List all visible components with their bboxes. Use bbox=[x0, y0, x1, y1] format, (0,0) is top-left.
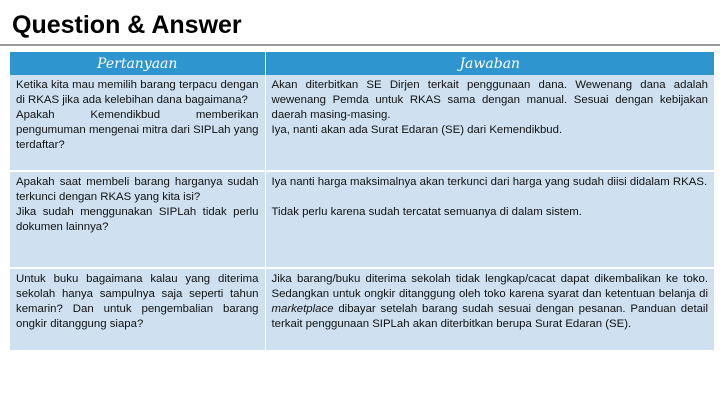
question-text: Apakah saat membeli barang harganya sudah terkunci dengan RKAS yang kita isi? bbox=[16, 176, 259, 203]
header-pertanyaan: Pertanyaan bbox=[10, 52, 265, 75]
qa-table bbox=[10, 52, 714, 352]
answer-cell bbox=[265, 268, 714, 351]
answer-cell bbox=[265, 75, 714, 171]
answer-text: Iya, nanti akan ada Surat Edaran (SE) dari Kemendikbud. bbox=[271, 124, 563, 136]
header-jawaban: Jawaban bbox=[265, 52, 714, 75]
answer-cell bbox=[265, 171, 714, 268]
question-cell bbox=[10, 75, 265, 171]
table-row bbox=[10, 268, 714, 351]
title-divider bbox=[0, 44, 720, 46]
question-text: Ketika kita mau memilih barang terpacu dengan di RKAS jika ada kelebihan dana bagaimana? bbox=[16, 79, 259, 106]
question-text: Jika sudah menggunakan SIPLah tidak perlu dokumen lainnya? bbox=[16, 206, 259, 233]
answer-text: Jika barang/buku diterima sekolah tidak lengkap/cacat dapat dikembalikan ke toko. Sedangkan untuk ongkir ditanggung oleh toko karena syarat dan ketentuan belanja di bbox=[271, 273, 708, 300]
answer-text: Akan diterbitkan SE Dirjen terkait penggunaan dana. Wewenang dana adalah wewenang Pemda untuk RKAS sama dengan manual. Sesuai dengan kebijakan daerah masing-masing. bbox=[271, 79, 708, 121]
answer-emphasis: marketplace bbox=[271, 303, 334, 315]
table-row bbox=[10, 171, 714, 268]
question-text: Untuk buku bagaimana kalau yang diterima sekolah hanya sampulnya saja seperti tahun kemarin? Dan untuk pengembalian barang ongkir ditanggung siapa? bbox=[16, 273, 259, 330]
spacer bbox=[272, 190, 709, 205]
question-cell bbox=[10, 171, 265, 268]
table-header-row bbox=[10, 52, 714, 75]
answer-text: Iya nanti harga maksimalnya akan terkunci dari harga yang sudah diisi didalam RKAS. bbox=[271, 176, 708, 188]
answer-text: dibayar setelah barang sudah sesuai dengan pesanan. Panduan detail terkait penggunaan SIPLah akan diterbitkan berupa Surat Edaran (SE). bbox=[271, 303, 708, 330]
table-row bbox=[10, 75, 714, 171]
question-cell bbox=[10, 268, 265, 351]
answer-text: Tidak perlu karena sudah tercatat semuanya di dalam sistem. bbox=[271, 206, 582, 218]
page-title: Question & Answer bbox=[12, 11, 242, 39]
question-text: Apakah Kemendikbud memberikan pengumuman mengenai mitra dari SIPLah yang terdaftar? bbox=[16, 109, 259, 151]
